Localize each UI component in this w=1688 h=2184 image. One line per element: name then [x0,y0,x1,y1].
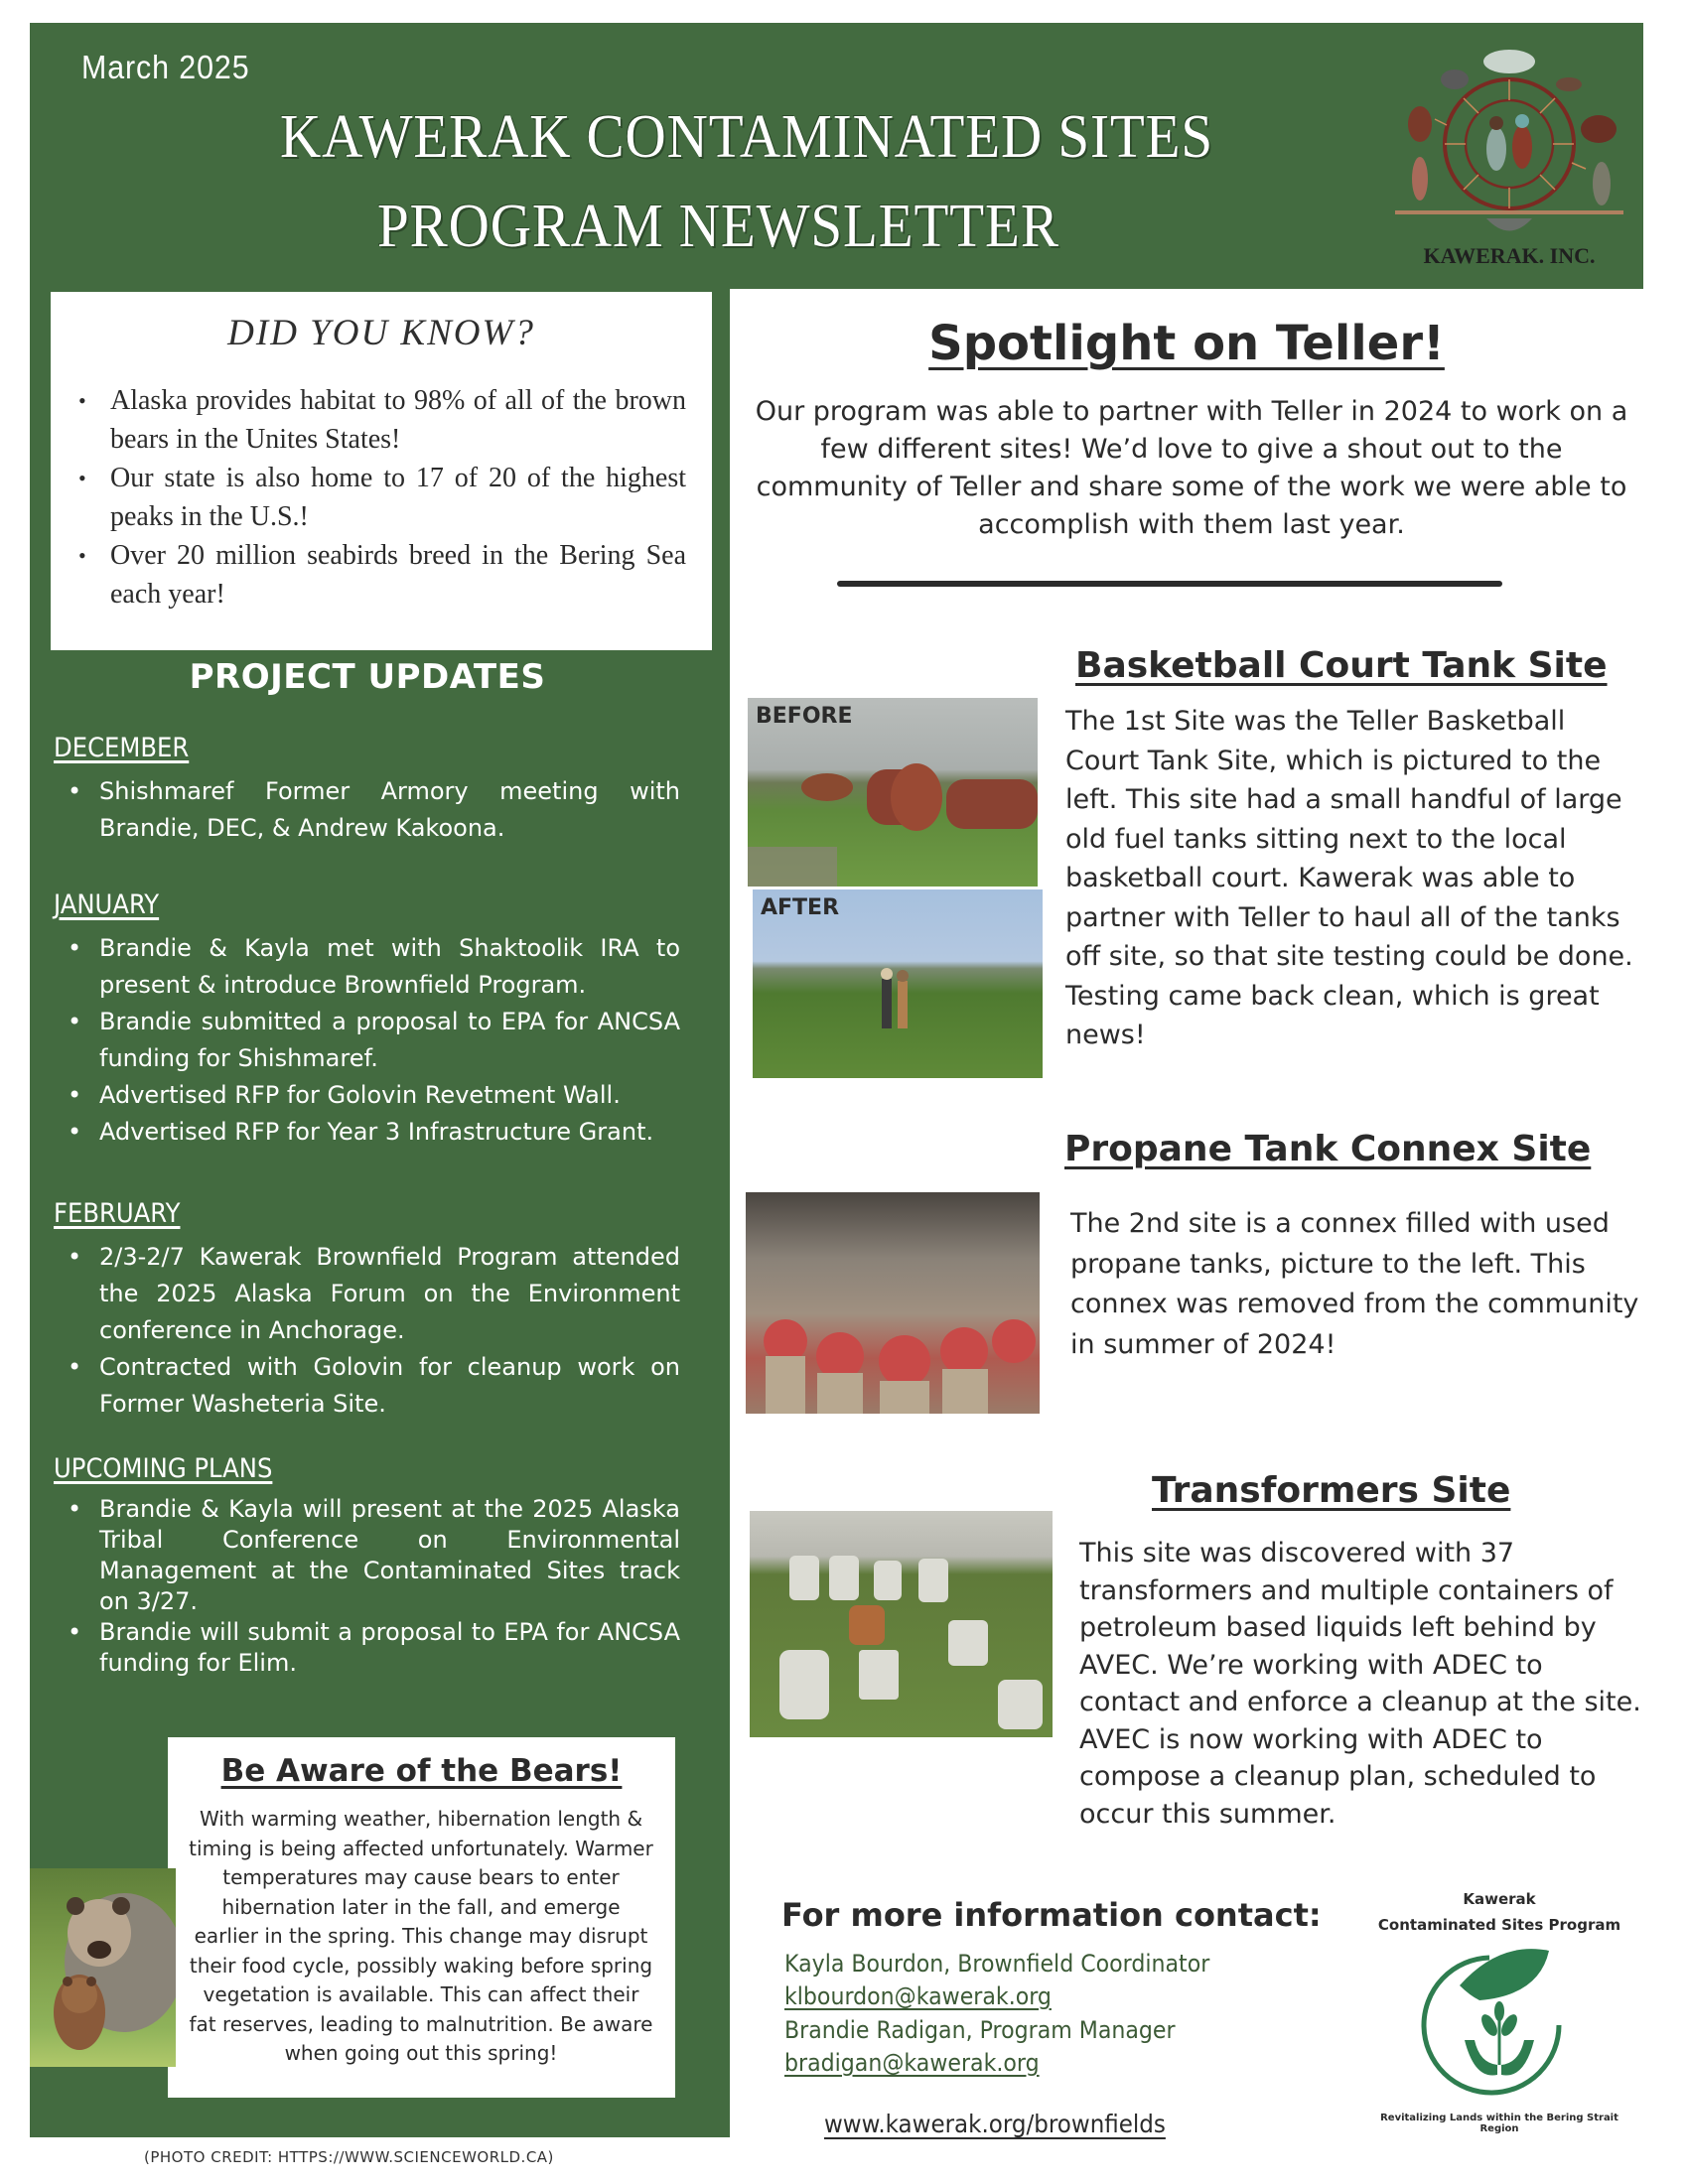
february-updates [50,1239,680,1423]
site-title-propane-tank: Propane Tank Connex Site [1064,1129,1592,1169]
bear-awareness-title: Be Aware of the Bears! [220,1753,623,1789]
after-label: AFTER [761,895,840,920]
leaf-hands-icon [1420,1946,1579,2105]
update-item: • 2/3-2/7 Kawerak Brownfield Program attended the 2025 Alaska Forum on the Environment conference in Anchorage. [50,1239,680,1349]
newsletter-title-line-2: PROGRAM NEWSLETTER [377,193,1059,260]
update-item: • Brandie & Kayla met with Shaktoolik IRA to present & introduce Brownfield Program. [50,930,680,1004]
fact-item: • Alaska provides habitat to 98% of all of the brown bears in the Unites States! [70,381,686,459]
csp-logo-tagline: Revitalizing Lands within the Bering Strait Region [1380,2113,1618,2134]
fact-item: • Over 20 million seabirds breed in the Bering Sea each year! [70,536,686,614]
month-heading-january: JANUARY [54,889,160,920]
bear-illustration-icon [30,1868,176,2067]
did-you-know-box [51,292,712,650]
csp-logo-line-1: Kawerak [1463,1890,1536,1908]
did-you-know-title: DID YOU KNOW? [227,313,535,353]
propane-connex-photo [746,1192,1040,1414]
contact-name-kayla: Kayla Bourdon, Brownfield Coordinator [784,1950,1210,1978]
bear-awareness-box [168,1737,675,2098]
website-link[interactable]: www.kawerak.org/brownfields [824,2110,1166,2138]
site-text-basketball-court: The 1st Site was the Teller Basketball Court Tank Site, which is pictured to the left. This site had a small handful of large old fuel tanks sitting next to the local basketball court. Kawerak was able to partner with Teller to haul all of the tanks off site, so that site testing could be done. Testing came back clean, which is great news! [1065,706,1633,1050]
spotlight-title: Spotlight on Teller! [928,316,1445,371]
did-you-know-list [70,381,686,614]
transformers-photo [750,1511,1053,1737]
kawerak-logo-text: KAWERAK. INC. [1423,243,1596,268]
update-item: • Brandie & Kayla will present at the 2025 Alaska Tribal Conference on Environmental Management at the Contaminated Sites track on 3/27. [50,1494,680,1617]
site-title-transformers: Transformers Site [1152,1470,1511,1511]
bear-photo [30,1868,176,2067]
site-text-propane-tank: The 2nd site is a connex filled with used propane tanks, picture to the left. This connex was removed from the community in summer of 2024! [1070,1208,1639,1360]
site-title-basketball-court: Basketball Court Tank Site [1075,645,1608,686]
email-link-kayla[interactable]: klbourdon@kawerak.org [784,1982,1052,2010]
after-photo [753,889,1043,1078]
update-item: • Brandie submitted a proposal to EPA for ANCSA funding for Shishmaref. [50,1004,680,1077]
january-updates [50,930,680,1151]
newsletter-title-line-1: KAWERAK CONTAMINATED SITES [280,103,1214,171]
december-updates [50,773,680,847]
month-heading-december: DECEMBER [54,733,190,763]
before-photo [748,698,1038,887]
section-divider [837,581,1502,587]
site-text-transformers: This site was discovered with 37 transformers and multiple containers of petroleum based liquids left behind by AVEC. We’re working with ADEC to contact and enforce a cleanup at the site. AVEC is now working with ADEC to compose a cleanup plan, scheduled to occur this summer. [1079,1538,1641,1830]
month-heading-february: FEBRUARY [54,1198,181,1229]
before-label: BEFORE [756,704,853,729]
update-item: • Shishmaref Former Armory meeting with Brandie, DEC, & Andrew Kakoona. [50,773,680,847]
contaminated-sites-program-logo [1360,1884,1638,2152]
kawerak-inc-logo [1375,40,1643,278]
update-item: • Brandie will submit a proposal to EPA for ANCSA funding for Elim. [50,1617,680,1679]
transformers-illustration-icon [750,1511,1053,1737]
spotlight-intro: Our program was able to partner with Teller in 2024 to work on a few different sites! We’d love to give a shout out to the community of Teller and share some of the work we were able to accomplish with them last year. [755,396,1628,540]
issue-date: March 2025 [81,49,250,85]
update-item: • Advertised RFP for Year 3 Infrastructure Grant. [50,1114,680,1151]
propane-tanks-illustration-icon [746,1192,1040,1414]
month-heading-upcoming-plans: UPCOMING PLANS [54,1453,273,1484]
kawerak-emblem-icon [1375,40,1643,278]
update-item: • Advertised RFP for Golovin Revetment Wall. [50,1077,680,1114]
contact-title: For more information contact: [781,1896,1322,1934]
project-updates-title: PROJECT UPDATES [189,657,546,697]
fact-item: • Our state is also home to 17 of 20 of the highest peaks in the U.S.! [70,459,686,536]
update-item: • Contracted with Golovin for cleanup work on Former Washeteria Site. [50,1349,680,1423]
photo-credit: (PHOTO CREDIT: HTTPS://WWW.SCIENCEWORLD.CA) [144,2148,554,2166]
contact-name-brandie: Brandie Radigan, Program Manager [784,2016,1176,2044]
csp-logo-line-2: Contaminated Sites Program [1377,1916,1621,1934]
upcoming-plans-updates [50,1494,680,1679]
bear-awareness-text: With warming weather, hibernation length & timing is being affected unfortunately. Warmer temperatures may cause bears to enter hibernation later in the fall, and emerge earlier in the spring. This change may disrupt their food cycle, possibly waking before spring vegetation is available. This can affect their fat reserves, leading to malnutrition. Be aware when going out this spring! [189,1807,653,2065]
email-link-brandie[interactable]: bradigan@kawerak.org [784,2049,1040,2077]
